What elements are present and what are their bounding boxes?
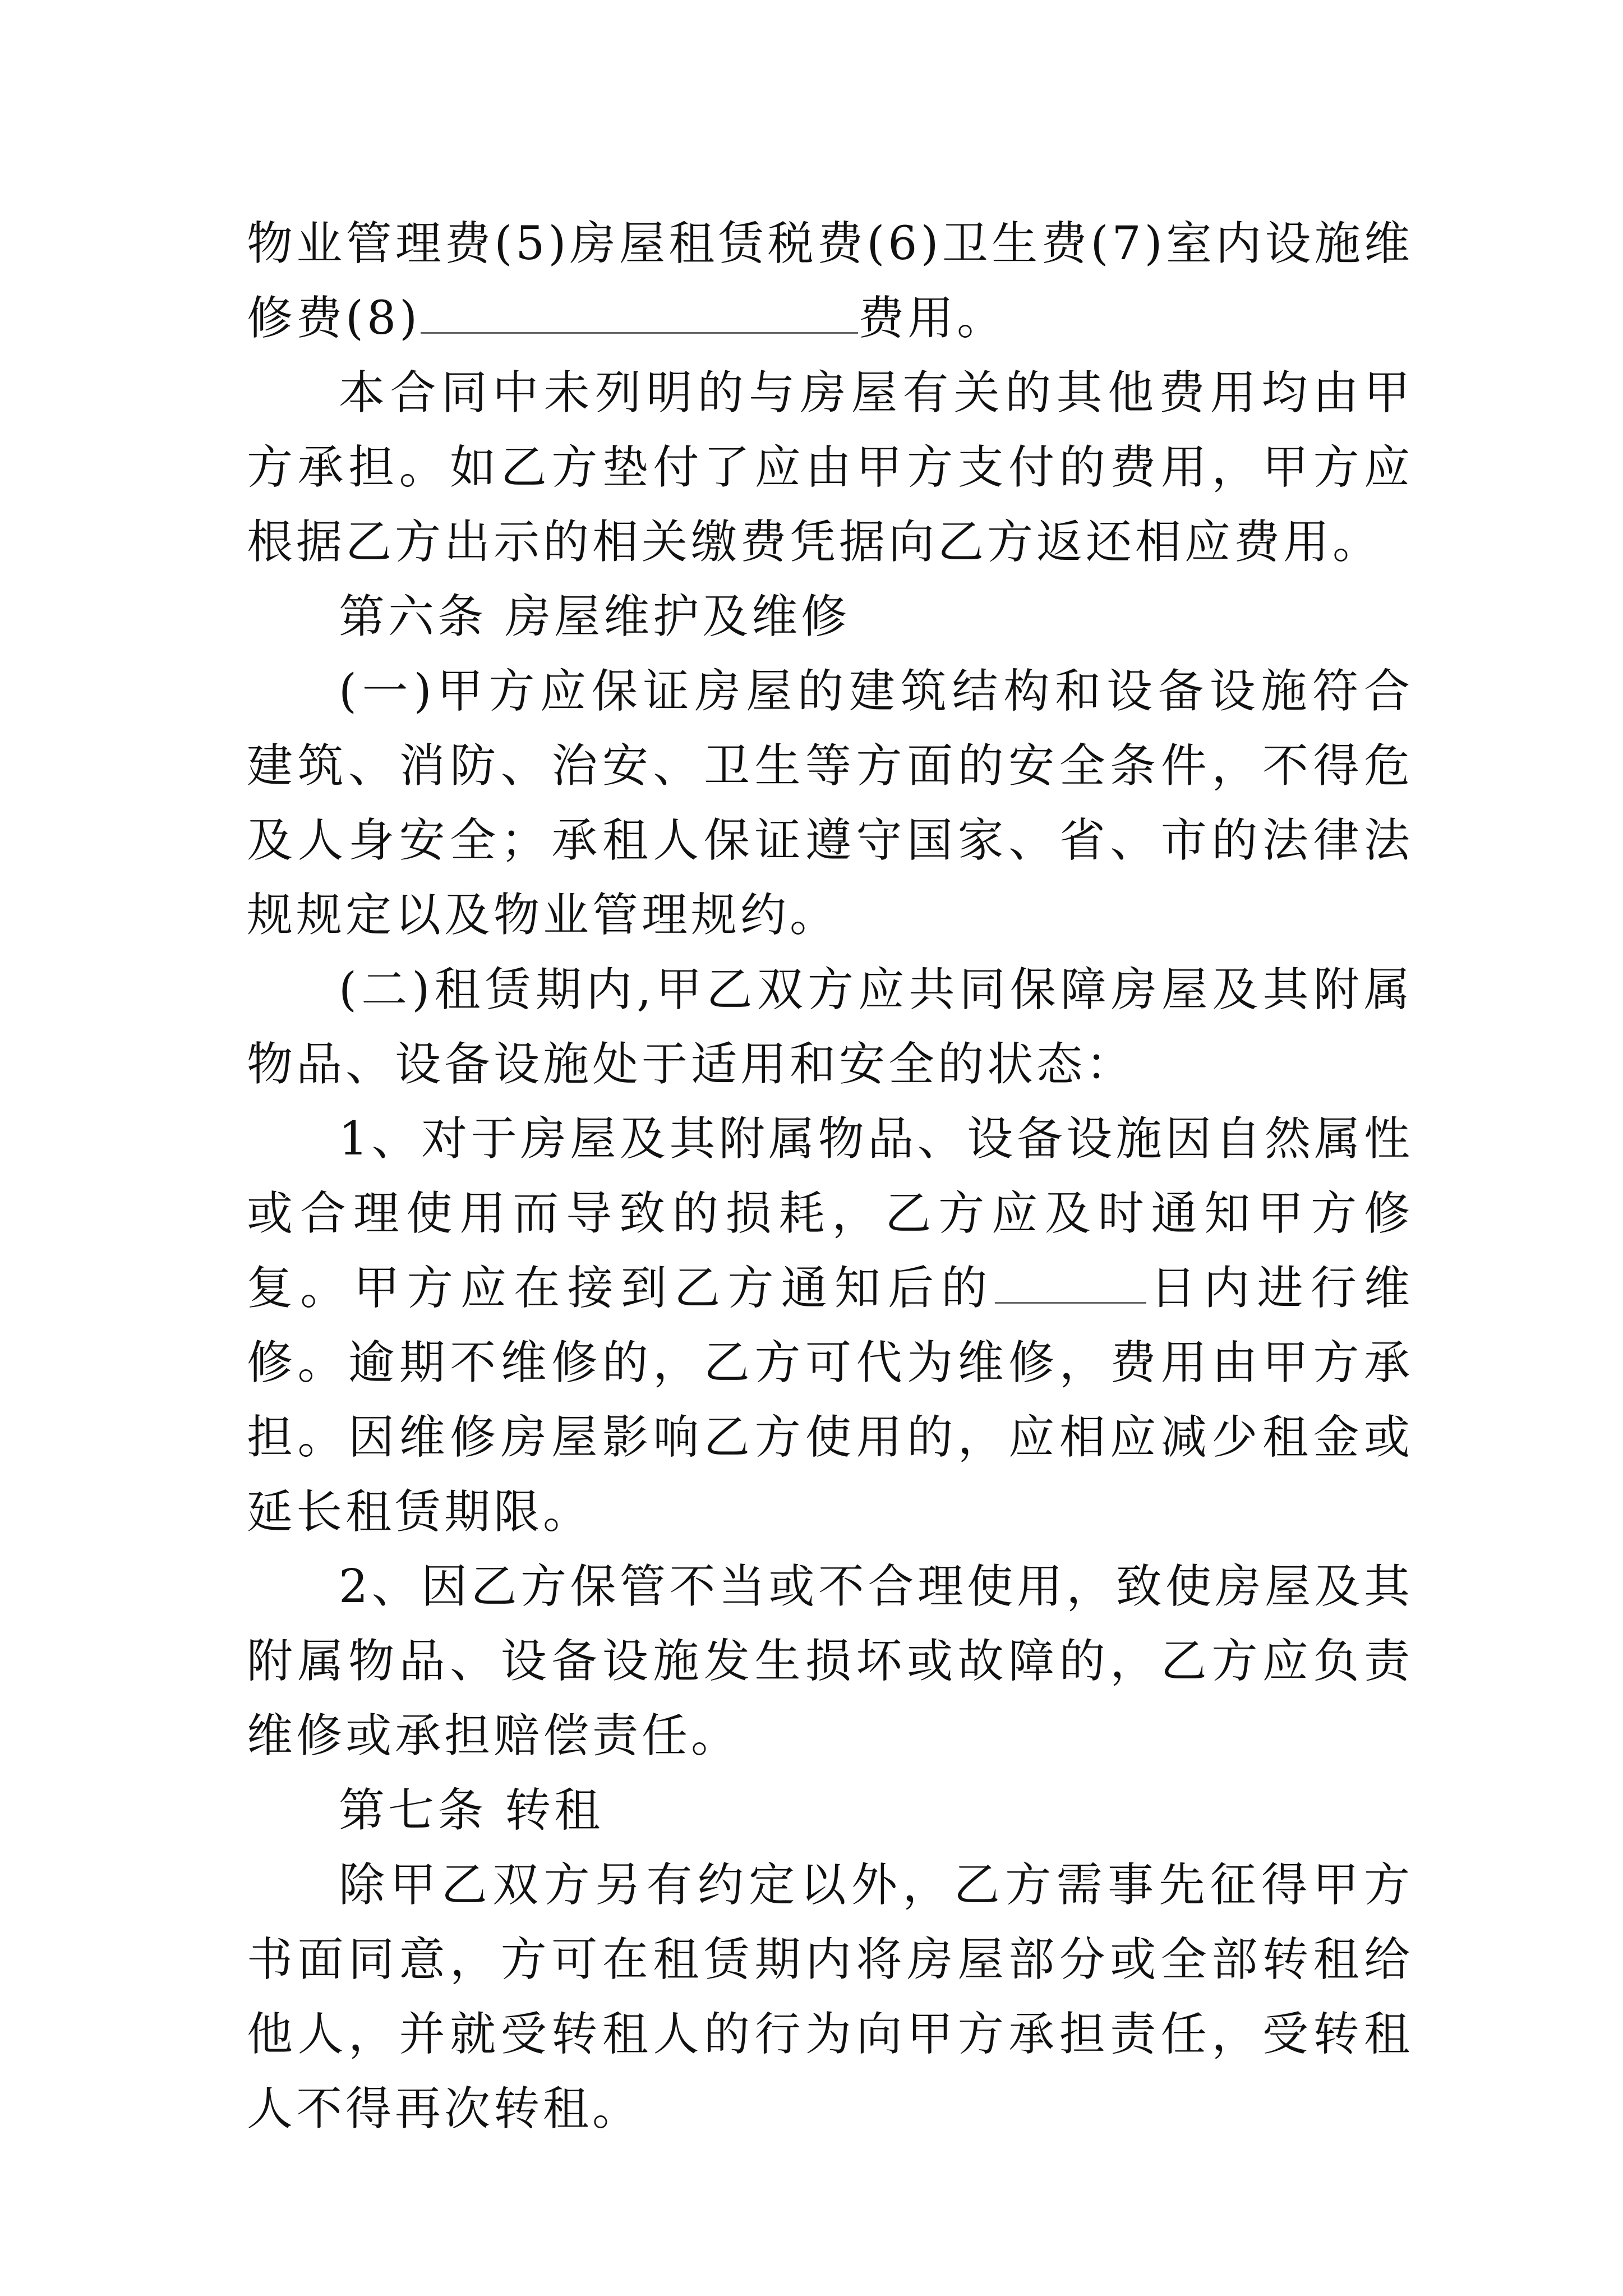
subitem-1-text-continued: 日内进行维修。逾期不维修的，乙方可代为维修，费用由甲方承担。因维修房屋影响乙方使用的，应相应减少租金或延长租赁期限。 bbox=[247, 1262, 1413, 1539]
article-6-item-1: (一)甲方应保证房屋的建筑结构和设备设施符合建筑、消防、治安、卫生等方面的安全条件，不得危及人身安全；承租人保证遵守国家、省、市的法律法规规定以及物业管理规约。 bbox=[247, 665, 1413, 942]
fee-list-paragraph bbox=[247, 206, 1413, 356]
article-6-item-2: (二)租赁期内,甲乙双方应共同保障房屋及其附属物品、设备设施处于适用和安全的状态： bbox=[247, 963, 1413, 1091]
article-6-subitem-1 bbox=[247, 1102, 1413, 1549]
article-7-body: 除甲乙双方另有约定以外，乙方需事先征得甲方书面同意，方可在租赁期内将房屋部分或全部转租给他人，并就受转租人的行为向甲方承担责任，受转租人不得再次转租。 bbox=[247, 1858, 1413, 2136]
fee-list-text: 物业管理费(5)房屋租赁税费(6)卫生费(7)室内设施维修费(8) bbox=[247, 217, 1413, 345]
document-body bbox=[247, 206, 1413, 2146]
other-fees-paragraph: 本合同中未列明的与房屋有关的其他费用均由甲方承担。如乙方垫付了应由甲方支付的费用，甲方应根据乙方出示的相关缴费凭据向乙方返还相应费用。 bbox=[247, 366, 1413, 569]
fee-list-ending: 费用。 bbox=[858, 292, 1007, 345]
article-7-heading: 第七条 转租 bbox=[339, 1784, 604, 1837]
repair-days-blank-field bbox=[995, 1260, 1146, 1304]
fee-blank-field bbox=[421, 291, 858, 334]
article-6-subitem-2: 2、因乙方保管不当或不合理使用，致使房屋及其附属物品、设备设施发生损坏或故障的，乙方应负责维修或承担赔偿责任。 bbox=[247, 1560, 1413, 1763]
article-6-heading: 第六条 房屋维护及维修 bbox=[339, 590, 851, 643]
subitem-1-text: 1、对于房屋及其附属物品、设备设施因自然属性或合理使用而导致的损耗，乙方应及时通知甲方修复。甲方应在接到乙方通知后的 bbox=[247, 1112, 1413, 1315]
